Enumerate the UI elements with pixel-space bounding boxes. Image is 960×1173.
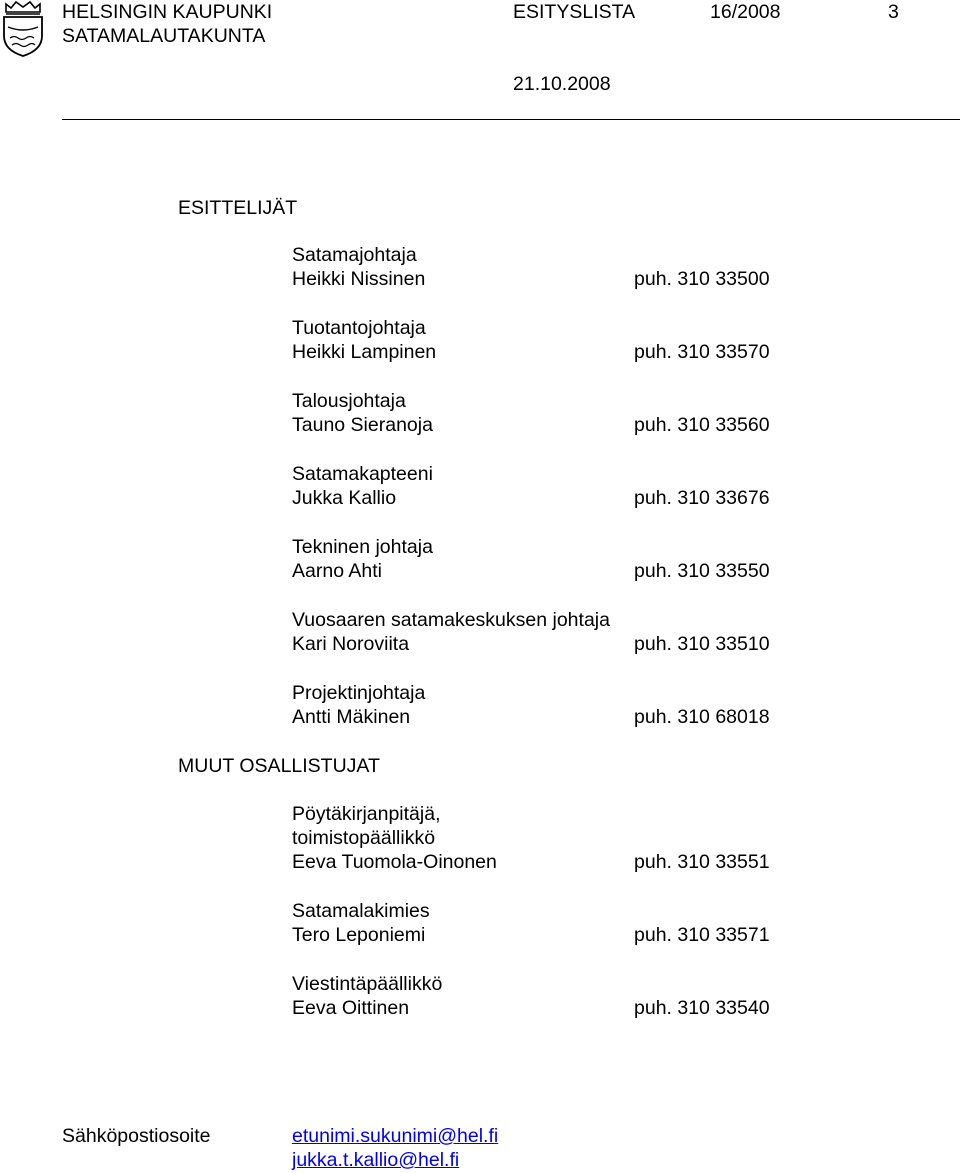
presenter-title: Satamajohtaja xyxy=(292,244,417,266)
doc-type: ESITYSLISTA xyxy=(513,1,636,23)
participant-entry xyxy=(292,972,792,1020)
email-example-link[interactable]: jukka.t.kallio@hel.fi xyxy=(292,1149,460,1171)
section-heading-others: MUUT OSALLISTUJAT xyxy=(178,755,380,777)
presenter-phone: puh. 310 33510 xyxy=(634,633,770,655)
email-label: Sähköpostiosoite xyxy=(62,1125,211,1147)
participant-name: Eeva Tuomola-Oinonen xyxy=(292,851,497,873)
header-divider xyxy=(62,119,960,120)
presenter-name: Aarno Ahti xyxy=(292,560,382,582)
presenter-entry xyxy=(292,389,792,437)
participant-phone: puh. 310 33571 xyxy=(634,924,770,946)
participant-entry xyxy=(292,899,792,947)
org-board: SATAMALAUTAKUNTA xyxy=(62,25,266,47)
presenter-entry xyxy=(292,535,792,583)
participant-title: Pöytäkirjanpitäjä, xyxy=(292,803,441,825)
presenter-entry xyxy=(292,243,792,291)
doc-date: 21.10.2008 xyxy=(513,73,611,95)
presenter-title: Tuotantojohtaja xyxy=(292,317,426,339)
presenter-entry xyxy=(292,681,792,729)
presenter-title: Satamakapteeni xyxy=(292,463,433,485)
presenter-entry xyxy=(292,462,792,510)
participant-title: Viestintäpäällikkö xyxy=(292,973,443,995)
presenter-entry xyxy=(292,608,792,656)
participant-title-continued: toimistopäällikkö xyxy=(292,827,436,849)
presenter-phone: puh. 310 33570 xyxy=(634,341,770,363)
email-pattern-link[interactable]: etunimi.sukunimi@hel.fi xyxy=(292,1125,499,1147)
page-number: 3 xyxy=(888,1,899,23)
presenter-name: Antti Mäkinen xyxy=(292,706,411,728)
presenter-title: Projektinjohtaja xyxy=(292,682,426,704)
presenter-phone: puh. 310 33676 xyxy=(634,487,770,509)
participant-phone: puh. 310 33540 xyxy=(634,997,770,1019)
presenter-phone: puh. 310 33550 xyxy=(634,560,770,582)
participant-name: Eeva Oittinen xyxy=(292,997,410,1019)
participant-phone: puh. 310 33551 xyxy=(634,851,770,873)
section-heading-presenters: ESITTELIJÄT xyxy=(178,197,298,219)
presenter-phone: puh. 310 33560 xyxy=(634,414,770,436)
presenter-name: Kari Noroviita xyxy=(292,633,410,655)
doc-number: 16/2008 xyxy=(710,1,781,23)
presenter-name: Heikki Lampinen xyxy=(292,341,437,363)
presenter-name: Jukka Kallio xyxy=(292,487,397,509)
presenter-title: Talousjohtaja xyxy=(292,390,406,412)
participant-title: Satamalakimies xyxy=(292,900,430,922)
presenter-phone: puh. 310 33500 xyxy=(634,268,770,290)
org-name: HELSINGIN KAUPUNKI xyxy=(62,1,273,23)
presenter-name: Heikki Nissinen xyxy=(292,268,426,290)
helsinki-crest-icon xyxy=(0,0,46,58)
presenter-title: Vuosaaren satamakeskuksen johtaja xyxy=(292,609,610,631)
participant-name: Tero Leponiemi xyxy=(292,924,426,946)
participant-entry xyxy=(292,802,792,874)
presenter-title: Tekninen johtaja xyxy=(292,536,433,558)
presenter-entry xyxy=(292,316,792,364)
presenter-phone: puh. 310 68018 xyxy=(634,706,770,728)
presenter-name: Tauno Sieranoja xyxy=(292,414,433,436)
